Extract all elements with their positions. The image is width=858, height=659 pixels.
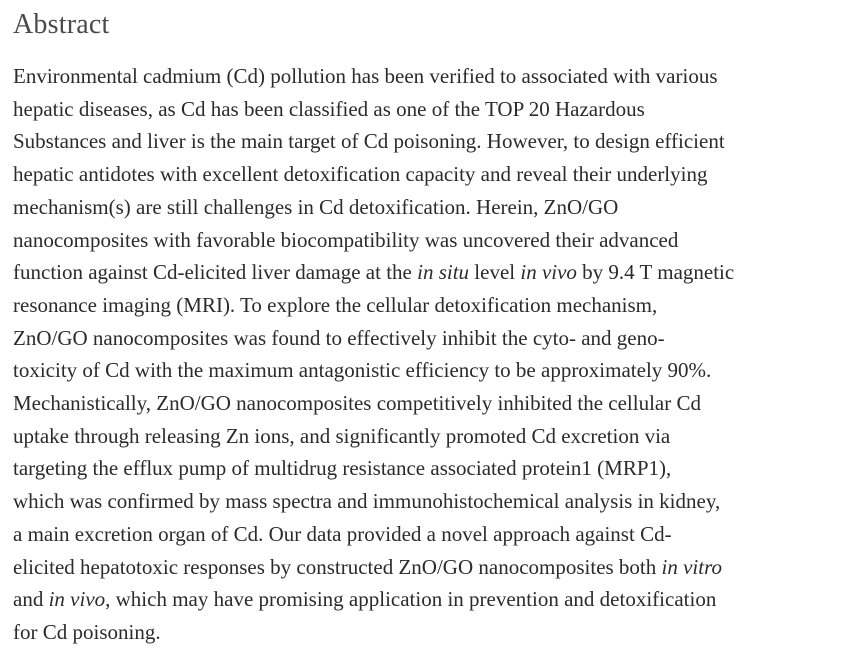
text-segment: function against Cd-elicited liver damage at the bbox=[13, 260, 418, 285]
abstract-line bbox=[13, 518, 853, 551]
text-segment: uptake through releasing Zn ions, and significantly promoted Cd excretion via bbox=[13, 423, 671, 448]
abstract-line bbox=[13, 616, 853, 649]
abstract-line bbox=[13, 256, 853, 289]
text-segment: Substances and liver is the main target of Cd poisoning. However, to design efficient bbox=[13, 129, 725, 154]
text-segment: elicited hepatotoxic responses by constructed ZnO/GO nanocomposites both bbox=[13, 554, 662, 579]
text-segment: mechanism(s) are still challenges in Cd detoxification. Herein, ZnO/GO bbox=[13, 194, 619, 219]
text-segment: nanocomposites with favorable biocompatibility was uncovered their advanced bbox=[13, 227, 679, 252]
italic-term: in vitro bbox=[661, 554, 722, 579]
text-segment: by 9.4 T magnetic bbox=[576, 260, 735, 285]
text-segment: Mechanistically, ZnO/GO nanocomposites competitively inhibited the cellular Cd bbox=[13, 391, 701, 416]
text-segment: for Cd poisoning. bbox=[13, 619, 161, 644]
italic-term: in vivo bbox=[520, 260, 577, 285]
abstract-line bbox=[13, 387, 853, 420]
abstract-line bbox=[13, 420, 853, 453]
italic-term: in vivo bbox=[48, 587, 106, 612]
abstract-line bbox=[13, 60, 853, 93]
abstract-line bbox=[13, 125, 853, 158]
abstract-line bbox=[13, 93, 853, 126]
text-segment: a main excretion organ of Cd. Our data provided a novel approach against Cd- bbox=[13, 521, 672, 546]
text-segment: and bbox=[13, 587, 49, 612]
text-segment: Environmental cadmium (Cd) pollution has been verified to associated with various bbox=[13, 64, 718, 88]
abstract-line bbox=[13, 322, 853, 355]
abstract-line bbox=[13, 289, 853, 322]
abstract-line bbox=[13, 583, 853, 616]
abstract-section bbox=[13, 6, 853, 649]
abstract-line bbox=[13, 158, 853, 191]
abstract-line bbox=[13, 452, 853, 485]
text-segment: hepatic diseases, as Cd has been classified as one of the TOP 20 Hazardous bbox=[13, 96, 645, 121]
text-segment: level bbox=[469, 260, 521, 285]
abstract-line bbox=[13, 485, 853, 518]
abstract-line bbox=[13, 551, 853, 584]
abstract-line bbox=[13, 354, 853, 387]
italic-term: in situ bbox=[417, 260, 470, 285]
text-segment: , which may have promising application in prevention and detoxification bbox=[105, 587, 717, 612]
text-segment: targeting the efflux pump of multidrug resistance associated protein1 (MRP1), bbox=[13, 456, 672, 481]
text-segment: hepatic antidotes with excellent detoxification capacity and reveal their underlying bbox=[13, 162, 708, 187]
text-segment: resonance imaging (MRI). To explore the cellular detoxification mechanism, bbox=[13, 292, 658, 317]
abstract-line bbox=[13, 191, 853, 224]
text-segment: toxicity of Cd with the maximum antagonistic efficiency to be approximately 90%. bbox=[13, 358, 712, 383]
abstract-line bbox=[13, 224, 853, 257]
text-segment: ZnO/GO nanocomposites was found to effectively inhibit the cyto- and geno- bbox=[13, 325, 665, 350]
abstract-heading: Abstract bbox=[13, 9, 110, 40]
text-segment: which was confirmed by mass spectra and immunohistochemical analysis in kidney, bbox=[13, 489, 721, 514]
abstract-body bbox=[13, 60, 853, 649]
